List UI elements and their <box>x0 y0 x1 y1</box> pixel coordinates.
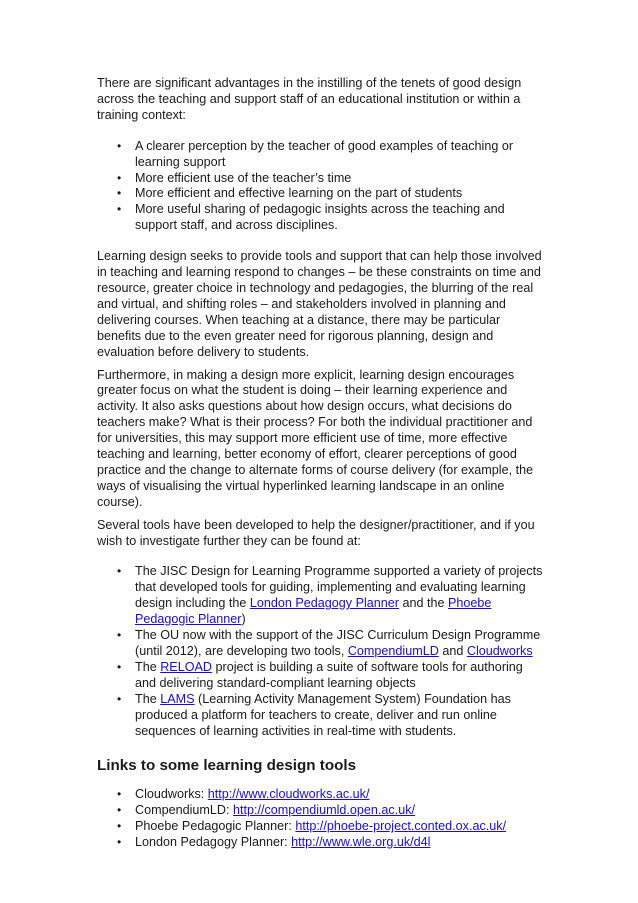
intro-paragraph: There are significant advantages in the instilling of the tenets of good design across the teaching and support staff of an educational institution or within a training context: <box>97 76 522 122</box>
list-item-ou <box>97 628 547 660</box>
list-item-jisc <box>97 564 547 628</box>
ou-text-mid: and <box>438 644 467 658</box>
link-item <box>97 819 547 835</box>
list-item: • More efficient and effective learning on the part of students <box>97 186 547 202</box>
link-item <box>97 803 547 819</box>
link-label: Cloudworks: <box>135 787 208 802</box>
link-item <box>97 835 547 851</box>
tools-intro-paragraph: Several tools have been developed to help the designer/practitioner, and if you wish to investigate further they can be found at: <box>97 517 535 548</box>
reload-text: The <box>135 659 161 674</box>
link-label: Phoebe Pedagogic Planner: <box>135 819 296 834</box>
lams-text-end: (Learning Activity Management System) Foundation has produced a platform for teachers to create, deliver and run online sequences of learning activities in real-time with students. <box>135 691 511 738</box>
phoebe-url-link[interactable]: http://phoebe-project.conted.ox.ac.uk/ <box>295 819 507 834</box>
tools-list <box>97 564 547 739</box>
list-item: • More useful sharing of pedagogic insights across the teaching and support staff, and across disciplines. <box>97 202 547 234</box>
jisc-text: The JISC Design for Learning Programme supported a variety of projects that developed tools for guiding, implementing and evaluating learning design including the <box>135 564 543 611</box>
document-body <box>97 76 547 866</box>
links-heading: Links to some learning design tools <box>97 757 357 775</box>
advantages-list <box>97 139 547 234</box>
reload-text-end: project is building a suite of software tools for authoring and delivering standard-compliant learning objects <box>135 659 523 690</box>
list-item-lams <box>97 692 547 740</box>
reload-link[interactable]: RELOAD <box>160 659 212 674</box>
phoebe-pedagogic-planner-link[interactable]: Phoebe Pedagogic Planner <box>135 596 492 627</box>
learning-design-paragraph: Learning design seeks to provide tools and support that can help those involved in teaching and learning respond to changes – be these constraints on time and resource, greater choice in technology and pedagogies, the blurring of the real and virtual, and shifting roles – and stakeholders involved in planning and delivering courses. When teaching at a distance, there may be particular benefits due to the even greater need for rigorous planning, design and evaluation before delivery to students. <box>97 249 542 359</box>
london-planner-url-link[interactable]: http://www.wle.org.uk/d4l <box>291 835 431 850</box>
compendiumld-link[interactable]: CompendiumLD <box>347 644 439 658</box>
cloudworks-link[interactable]: Cloudworks <box>466 644 533 658</box>
list-item: • More efficient use of the teacher’s time <box>97 171 547 187</box>
lams-link[interactable]: LAMS <box>160 691 195 706</box>
london-pedagogy-planner-link[interactable]: London Pedagogy Planner <box>249 596 399 611</box>
links-list <box>97 787 547 851</box>
jisc-text-end: ) <box>241 612 246 627</box>
list-item: • A clearer perception by the teacher of good examples of teaching or learning support <box>97 139 547 171</box>
jisc-text-mid: and the <box>398 596 449 611</box>
link-label: CompendiumLD: <box>135 803 233 818</box>
cloudworks-url-link[interactable]: http://www.cloudworks.ac.uk/ <box>207 787 370 802</box>
link-label: London Pedagogy Planner: <box>135 835 292 850</box>
list-item-reload <box>97 660 547 692</box>
link-item <box>97 787 547 803</box>
furthermore-paragraph: Furthermore, in making a design more explicit, learning design encourages greater focus on what the student is doing – their learning experience and activity. It also asks questions about how design occurs, what decisions do teachers make? What is their process? For both the individual practitioner and for universities, this may support more efficient use of time, more effective teaching and learning, better economy of effort, clearer perceptions of good practice and the change to alternate forms of course delivery (for example, the ways of visualising the virtual hyperlinked learning landscape in an online course). <box>97 367 534 509</box>
compendiumld-url-link[interactable]: http://compendiumld.open.ac.uk/ <box>233 803 416 818</box>
lams-text: The <box>135 691 161 706</box>
ou-text: The OU now with the support of the JISC Curriculum Design Programme (until 2012), are developing two tools, <box>135 628 541 658</box>
